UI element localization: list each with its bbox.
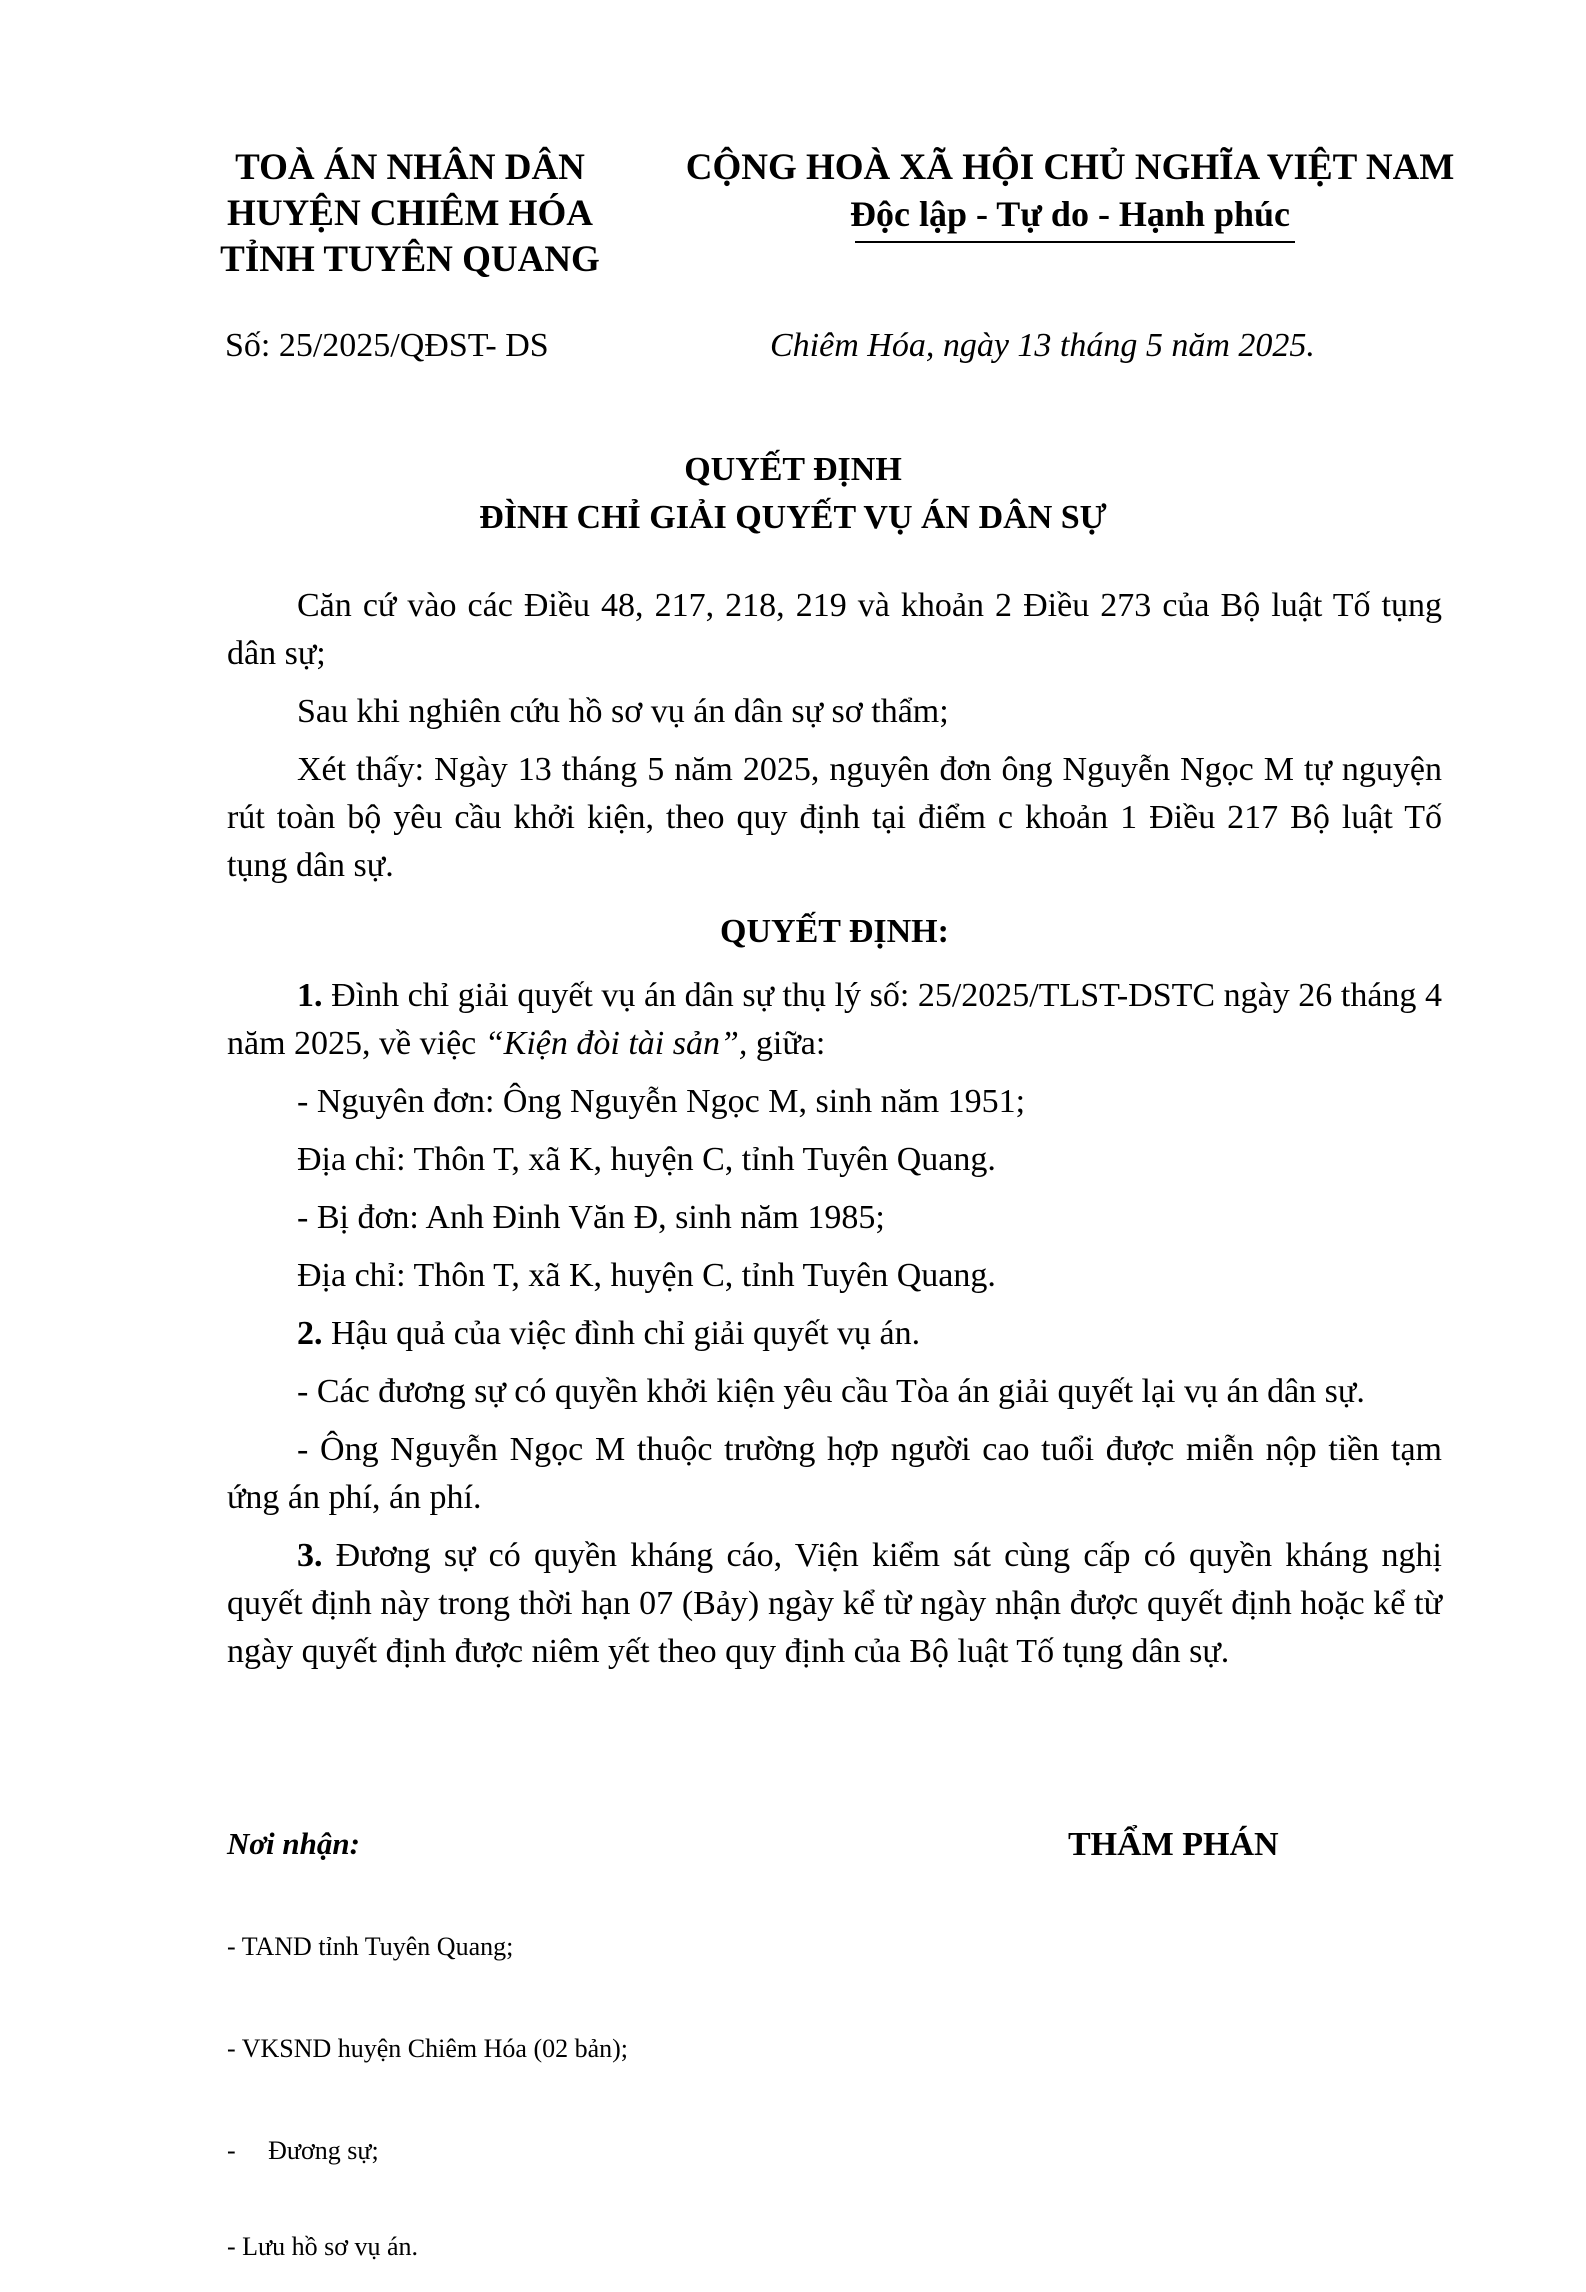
court-line-1: TOÀ ÁN NHÂN DÂN <box>235 147 585 188</box>
plaintiff: - Nguyên đơn: Ông Nguyễn Ngọc M, sinh năm 1951; <box>297 1083 1026 1120</box>
item-2-number: 2. <box>297 1315 323 1352</box>
item-3 <box>227 1532 1442 1676</box>
item-3-text: Đương sự có quyền kháng cáo, Viện kiểm sát cùng cấp có quyền kháng nghị quyết định này trong thời hạn 07 (Bảy) ngày kể từ ngày nhận được quyết định hoặc kể từ ngày quyết định được niêm yết theo quy định của Bộ luật Tố tụng dân sự. <box>227 1537 1442 1670</box>
decision-heading: QUYẾT ĐỊNH: <box>720 913 949 950</box>
item-2 <box>227 1310 1442 1358</box>
recipient-item: - VKSND huyện Chiêm Hóa (02 bản); <box>227 2034 629 2063</box>
recipient-item: - TAND tỉnh Tuyên Quang; <box>227 1932 514 1961</box>
item-1-number: 1. <box>297 977 323 1014</box>
item-1-text-a: Đình chỉ giải quyết vụ án dân sự thụ lý số: 25/2025/TLST-DSTC ngày 26 tháng 4 năm 2025, về việc <box>227 977 1442 1062</box>
court-line-3: TỈNH TUYÊN QUANG <box>220 239 600 280</box>
nation-title: CỘNG HOÀ XÃ HỘI CHỦ NGHĨA VIỆT NAM <box>685 147 1455 188</box>
place-date: Chiêm Hóa, ngày 13 tháng 5 năm 2025. <box>770 327 1315 364</box>
item-2-sub-1: - Các đương sự có quyền khởi kiện yêu cầu Tòa án giải quyết lại vụ án dân sự. <box>297 1373 1365 1410</box>
document-number: Số: 25/2025/QĐST- DS <box>225 327 549 364</box>
defendant: - Bị đơn: Anh Đinh Văn Đ, sinh năm 1985; <box>297 1199 885 1236</box>
recipient-item: - Lưu hồ sơ vụ án. <box>227 2232 419 2261</box>
defendant-address: Địa chỉ: Thôn T, xã K, huyện C, tỉnh Tuyên Quang. <box>297 1257 996 1294</box>
item-1-text-b: giữa: <box>747 1025 826 1062</box>
title-line-1: QUYẾT ĐỊNH <box>684 451 902 488</box>
recipient-item: - Đương sự; <box>227 2136 379 2165</box>
preamble-review: Sau khi nghiên cứu hồ sơ vụ án dân sự sơ thẩm; <box>297 693 949 730</box>
document-body <box>227 582 1442 1676</box>
case-name: “Kiện đòi tài sản”, <box>484 1025 748 1062</box>
plaintiff-address: Địa chỉ: Thôn T, xã K, huyện C, tỉnh Tuyên Quang. <box>297 1141 996 1178</box>
item-2-text: Hậu quả của việc đình chỉ giải quyết vụ án. <box>322 1315 921 1352</box>
signer-title: THẨM PHÁN <box>1068 1826 1279 1863</box>
item-3-number: 3. <box>297 1537 323 1574</box>
court-name <box>200 145 620 283</box>
court-line-2: HUYỆN CHIÊM HÓA <box>227 193 593 234</box>
title-line-2: ĐÌNH CHỈ GIẢI QUYẾT VỤ ÁN DÂN SỰ <box>479 499 1107 536</box>
motto-underline <box>855 241 1295 243</box>
national-header <box>670 145 1470 237</box>
nation-motto: Độc lập - Tự do - Hạnh phúc <box>849 194 1291 234</box>
recipients-list <box>227 1872 628 2292</box>
item-2-sub-2: - Ông Nguyễn Ngọc M thuộc trường hợp người cao tuổi được miễn nộp tiền tạm ứng án phí, án phí. <box>227 1431 1442 1516</box>
document-title <box>200 446 1386 542</box>
preamble-legal-basis: Căn cứ vào các Điều 48, 217, 218, 219 và khoản 2 Điều 273 của Bộ luật Tố tụng dân sự; <box>227 587 1442 672</box>
preamble-finding: Xét thấy: Ngày 13 tháng 5 năm 2025, nguyên đơn ông Nguyễn Ngọc M tự nguyện rút toàn bộ yêu cầu khởi kiện, theo quy định tại điểm c khoản 1 Điều 217 Bộ luật Tố tụng dân sự. <box>227 751 1442 884</box>
item-1 <box>227 972 1442 1068</box>
recipients-label: Nơi nhận: <box>227 1826 360 1861</box>
